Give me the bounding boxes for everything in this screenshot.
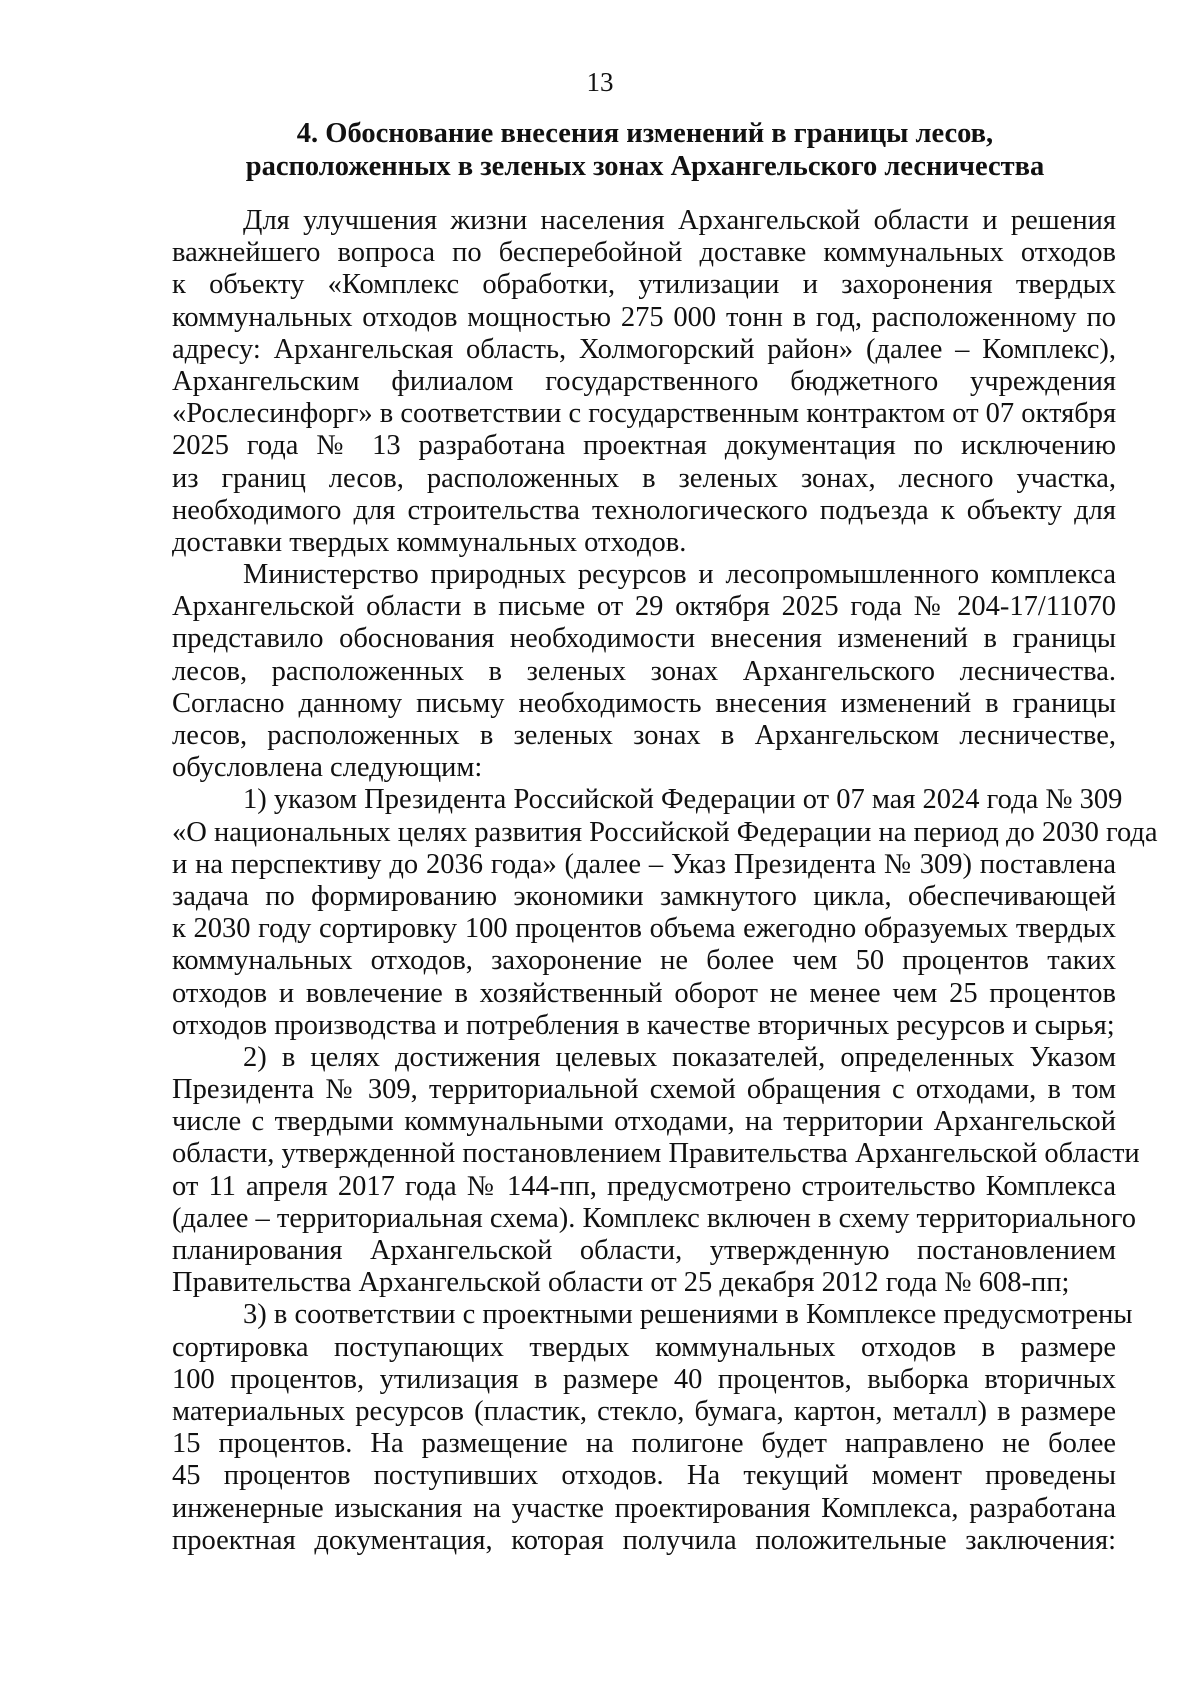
section-heading — [170, 117, 1120, 183]
text-line: обусловлена следующим: — [172, 752, 483, 784]
text-line: лесов, расположенных в зеленых зонах Архангельского лесничества. — [172, 655, 1116, 687]
text-line: задача по формированию экономики замкнутого цикла, обеспечивающей — [172, 880, 1116, 912]
text-line: и на перспективу до 2036 года» (далее – Указ Президента № 309) поставлена — [172, 848, 1116, 880]
text-line: 15 процентов. На размещение на полигоне будет направлено не более — [172, 1428, 1116, 1460]
text-line: Правительства Архангельской области от 25 декабря 2012 года № 608-пп; — [172, 1267, 1070, 1299]
text-line: Архангельской области в письме от 29 октября 2025 года № 204-17/11070 — [172, 591, 1116, 623]
text-line: «Рослесинфорг» в соответствии с государственным контрактом от 07 октября — [172, 398, 1117, 430]
list-item-paragraph — [172, 1299, 1133, 1557]
text-line: инженерные изыскания на участке проектирования Комплекса, разработана — [172, 1492, 1116, 1524]
text-line: Согласно данному письму необходимость внесения изменений в границы — [172, 687, 1116, 719]
text-line: 2025 года № 13 разработана проектная документация по исключению — [172, 430, 1116, 462]
text-line: отходов производства и потребления в качестве вторичных ресурсов и сырья; — [172, 1009, 1115, 1041]
text-line: Министерство природных ресурсов и лесопромышленного комплекса — [243, 559, 1116, 591]
text-line: Президента № 309, территориальной схемой обращения с отходами, в том — [172, 1074, 1116, 1106]
text-line: адресу: Архангельская область, Холмогорский район» (далее – Комплекс), — [172, 333, 1116, 365]
text-line: 45 процентов поступивших отходов. На текущий момент проведены — [172, 1460, 1116, 1492]
paragraph — [172, 205, 1116, 559]
text-line: отходов и вовлечение в хозяйственный оборот не менее чем 25 процентов — [172, 977, 1116, 1009]
text-line: проектная документация, которая получила положительные заключения: — [172, 1524, 1116, 1556]
text-line: планирования Архангельской области, утвержденную постановлением — [172, 1235, 1116, 1266]
text-line: доставки твердых коммунальных отходов. — [172, 526, 687, 558]
text-line: от 11 апреля 2017 года № 144-пп, предусмотрено строительство Комплекса — [172, 1170, 1116, 1202]
heading-line: 4. Обоснование внесения изменений в границы лесов, — [296, 118, 994, 149]
text-line: «О национальных целях развития Российской Федерации на период до 2030 года — [172, 816, 1158, 848]
text-line: Архангельским филиалом государственного бюджетного учреждения — [172, 365, 1116, 397]
text-line: 3) в соответствии с проектными решениями в Комплексе предусмотрены — [243, 1299, 1133, 1331]
text-line: Для улучшения жизни населения Архангельской области и решения — [243, 205, 1116, 236]
text-line: к 2030 году сортировку 100 процентов объема ежегодно образуемых твердых — [172, 913, 1116, 945]
text-line: 1) указом Президента Российской Федерации от 07 мая 2024 года № 309 — [243, 784, 1123, 816]
text-line: области, утвержденной постановлением Правительства Архангельской области — [172, 1138, 1140, 1170]
heading-line: расположенных в зеленых зонах Архангельского лесничества — [245, 151, 1045, 182]
text-line: коммунальных отходов, захоронение не более чем 50 процентов таких — [172, 945, 1116, 977]
page-number: 13 — [586, 67, 614, 97]
text-line: сортировка поступающих твердых коммунальных отходов в размере — [172, 1331, 1116, 1363]
list-item-paragraph — [172, 1041, 1140, 1300]
text-line: (далее – территориальная схема). Комплекс включен в схему территориального — [172, 1202, 1137, 1234]
body-text — [172, 205, 1158, 1557]
text-line: из границ лесов, расположенных в зеленых зонах, лесного участка, — [172, 462, 1116, 494]
list-item-paragraph — [172, 784, 1158, 1042]
text-line: материальных ресурсов (пластик, стекло, бумага, картон, металл) в размере — [172, 1395, 1116, 1427]
text-line: важнейшего вопроса по бесперебойной доставке коммунальных отходов — [172, 237, 1116, 269]
text-line: необходимого для строительства технологического подъезда к объекту для — [172, 494, 1116, 526]
text-line: числе с твердыми коммунальными отходами, на территории Архангельской — [172, 1106, 1116, 1138]
text-line: лесов, расположенных в зеленых зонах в Архангельском лесничестве, — [172, 720, 1116, 751]
text-line: представило обоснования необходимости внесения изменений в границы — [172, 623, 1116, 655]
text-line: коммунальных отходов мощностью 275 000 тонн в год, расположенному по — [172, 301, 1116, 333]
text-line: 2) в целях достижения целевых показателей, определенных Указом — [243, 1041, 1116, 1073]
text-line: 100 процентов, утилизация в размере 40 процентов, выборка вторичных — [172, 1363, 1116, 1395]
paragraph — [172, 559, 1116, 784]
text-line: к объекту «Комплекс обработки, утилизации и захоронения твердых — [172, 269, 1116, 301]
